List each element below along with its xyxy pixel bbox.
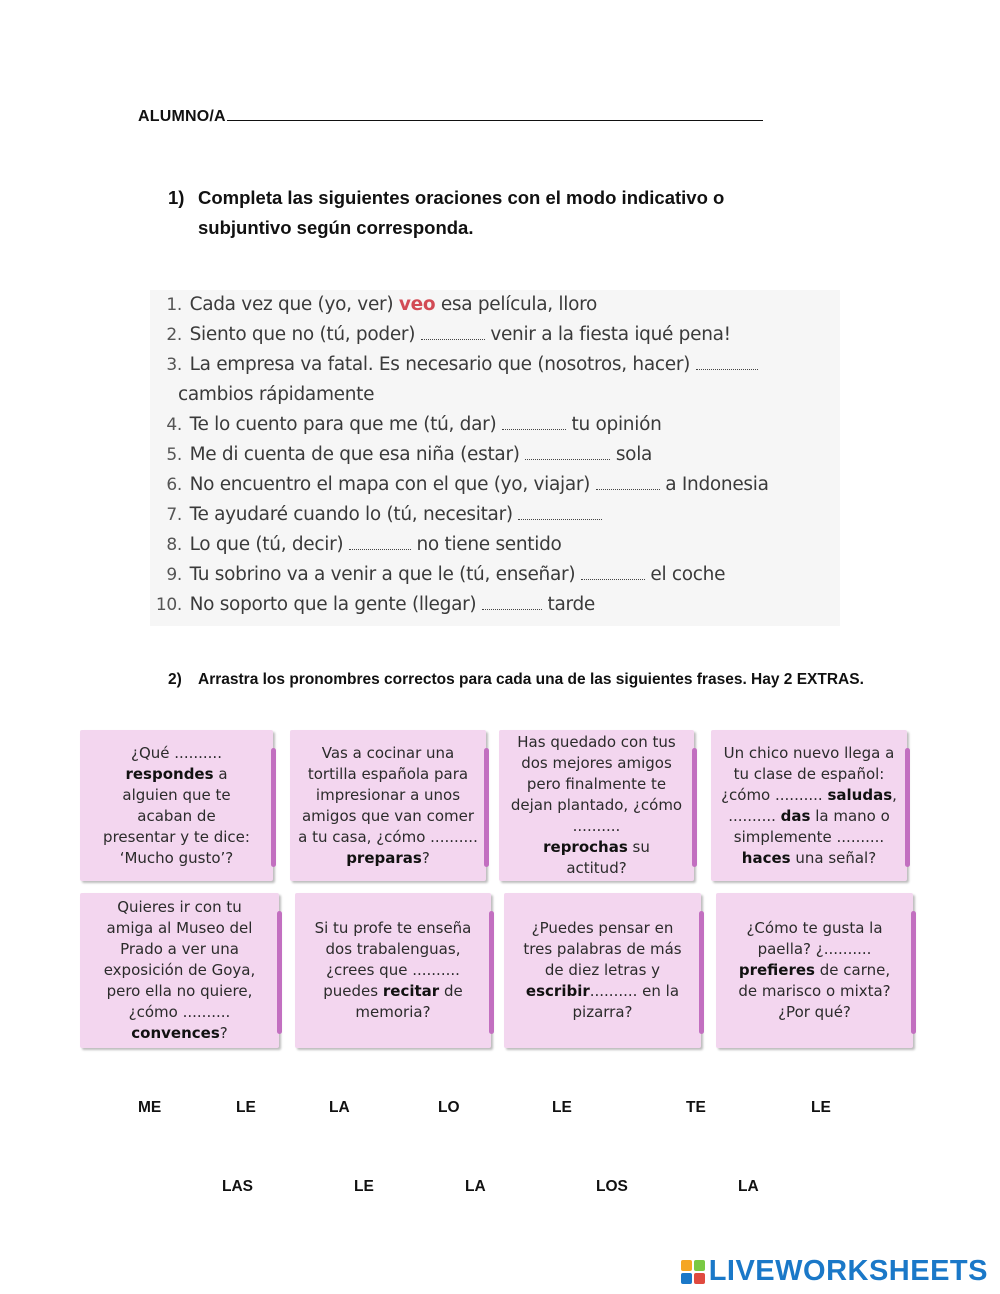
sentence-card: Quieres ir con tu amiga al Museo del Prado a ver una exposición de Goya, pero ella no quiere, ¿cómo .......... convences?	[80, 893, 279, 1048]
sentence-text: Te lo cuento para que me (tú, dar)	[184, 414, 502, 435]
pronoun-chip[interactable]: LO	[438, 1099, 460, 1116]
example-answer: veo	[398, 294, 436, 315]
sentence-text: Te ayudaré cuando lo (tú, necesitar)	[184, 504, 519, 525]
sentence-item	[150, 534, 562, 555]
pronoun-chip[interactable]: LE	[354, 1178, 374, 1195]
answer-blank[interactable]	[581, 567, 645, 580]
answer-blank[interactable]	[596, 477, 660, 490]
answer-blank[interactable]	[696, 357, 758, 370]
pronoun-chip[interactable]: LA	[329, 1099, 350, 1116]
exercise-1-number: 1)	[168, 187, 185, 208]
pronoun-chip[interactable]: TE	[686, 1099, 706, 1116]
sentence-text: La empresa va fatal. Es necesario que (nosotros, hacer)	[184, 354, 696, 375]
sentence-number: 7.	[166, 505, 182, 525]
sentence-number: 4.	[166, 415, 182, 435]
sentence-item	[150, 594, 595, 615]
exercise-1-heading	[168, 183, 808, 243]
sentence-item	[150, 354, 758, 375]
sentence-number: 6.	[166, 475, 182, 495]
student-label: ALUMNO/A	[138, 108, 226, 125]
pronoun-chip[interactable]: ME	[138, 1099, 162, 1116]
sentence-text: Tu sobrino va a venir a que le (tú, enseñar)	[184, 564, 581, 585]
sentence-item	[150, 294, 597, 315]
answer-blank[interactable]	[421, 327, 485, 340]
sentence-item	[150, 504, 602, 525]
sentence-card: Vas a cocinar una tortilla española para impresionar a unos amigos que van comer a tu casa, ¿cómo .......... preparas?	[290, 730, 486, 881]
answer-blank[interactable]	[349, 537, 411, 550]
sentence-text: esa película, lloro	[435, 294, 598, 315]
sentence-item	[150, 414, 662, 435]
sentence-card: Has quedado con tus dos mejores amigos pero finalmente te dejan plantado, ¿cómo .......... reprochas su actitud?	[499, 730, 694, 881]
sentence-card: ¿Cómo te gusta la paella? ¿.......... prefieres de carne, de marisco o mixta? ¿Por qué?	[716, 893, 913, 1048]
sentence-item	[150, 444, 652, 465]
exercise-1-sentence-list	[150, 290, 840, 626]
exercise-2-number: 2)	[168, 671, 182, 688]
sentence-text: Siento que no (tú, poder)	[184, 324, 421, 345]
pronoun-chip[interactable]: LA	[465, 1178, 486, 1195]
sentence-card: Un chico nuevo llega a tu clase de español: ¿cómo .......... saludas, .......... das la mano o simplemente .......... haces una señal?	[711, 730, 907, 881]
exercise-1-instruction: Completa las siguientes oraciones con el modo indicativo o subjuntivo según corresponda.	[198, 187, 725, 238]
sentence-text: Cada vez que (yo, ver)	[184, 294, 399, 315]
sentence-text: a Indonesia	[659, 474, 769, 495]
sentence-card: Si tu profe te enseña dos trabalenguas, ¿crees que .......... puedes recitar de memoria?	[295, 893, 491, 1048]
pronoun-chip[interactable]: LA	[738, 1178, 759, 1195]
answer-blank[interactable]	[482, 597, 542, 610]
pronoun-chip[interactable]: LE	[811, 1099, 831, 1116]
sentence-text: Me di cuenta de que esa niña (estar)	[184, 444, 526, 465]
sentence-text: sola	[610, 444, 653, 465]
sentence-continuation: cambios rápidamente	[178, 384, 375, 405]
sentence-card: ¿Qué .......... respondes a alguien que te acaban de presentar y te dice: ‘Mucho gusto’?	[80, 730, 273, 881]
sentence-text: tu opinión	[565, 414, 662, 435]
sentence-number: 9.	[166, 565, 182, 585]
pronoun-chip[interactable]: LE	[236, 1099, 256, 1116]
answer-blank[interactable]	[518, 507, 602, 520]
pronoun-chip[interactable]: LOS	[596, 1178, 628, 1195]
sentence-number: 10.	[155, 595, 182, 615]
sentence-number: 2.	[166, 325, 182, 345]
logo-text: LIVEWORKSHEETS	[708, 1255, 988, 1287]
sentence-number: 3.	[166, 355, 182, 375]
sentence-item	[150, 564, 725, 585]
student-name-field	[138, 106, 763, 126]
logo-mark-icon	[681, 1260, 705, 1284]
sentence-item	[150, 324, 731, 345]
sentence-text: no tiene sentido	[410, 534, 562, 555]
sentence-number: 8.	[166, 535, 182, 555]
sentence-text: No soporto que la gente (llegar)	[184, 594, 482, 615]
pronoun-chip[interactable]: LE	[552, 1099, 572, 1116]
sentence-number: 1.	[166, 295, 182, 315]
sentence-text: venir a la fiesta iqué pena!	[484, 324, 731, 345]
exercise-2-instruction: Arrastra los pronombres correctos para cada una de las siguientes frases. Hay 2 EXTRAS.	[198, 671, 864, 688]
sentence-item	[150, 474, 769, 495]
pronoun-chip[interactable]: LAS	[222, 1178, 253, 1195]
exercise-2-heading	[168, 667, 868, 692]
sentence-text: No encuentro el mapa con el que (yo, viajar)	[184, 474, 596, 495]
answer-blank[interactable]	[525, 447, 610, 460]
sentence-text: tarde	[541, 594, 595, 615]
answer-blank[interactable]	[502, 417, 566, 430]
sentence-text: el coche	[644, 564, 726, 585]
student-name-line[interactable]	[227, 106, 763, 121]
sentence-number: 5.	[166, 445, 182, 465]
sentence-card: ¿Puedes pensar en tres palabras de más de diez letras y escribir.......... en la pizarra?	[504, 893, 701, 1048]
liveworksheets-logo	[681, 1255, 988, 1288]
sentence-text: Lo que (tú, decir)	[184, 534, 349, 555]
